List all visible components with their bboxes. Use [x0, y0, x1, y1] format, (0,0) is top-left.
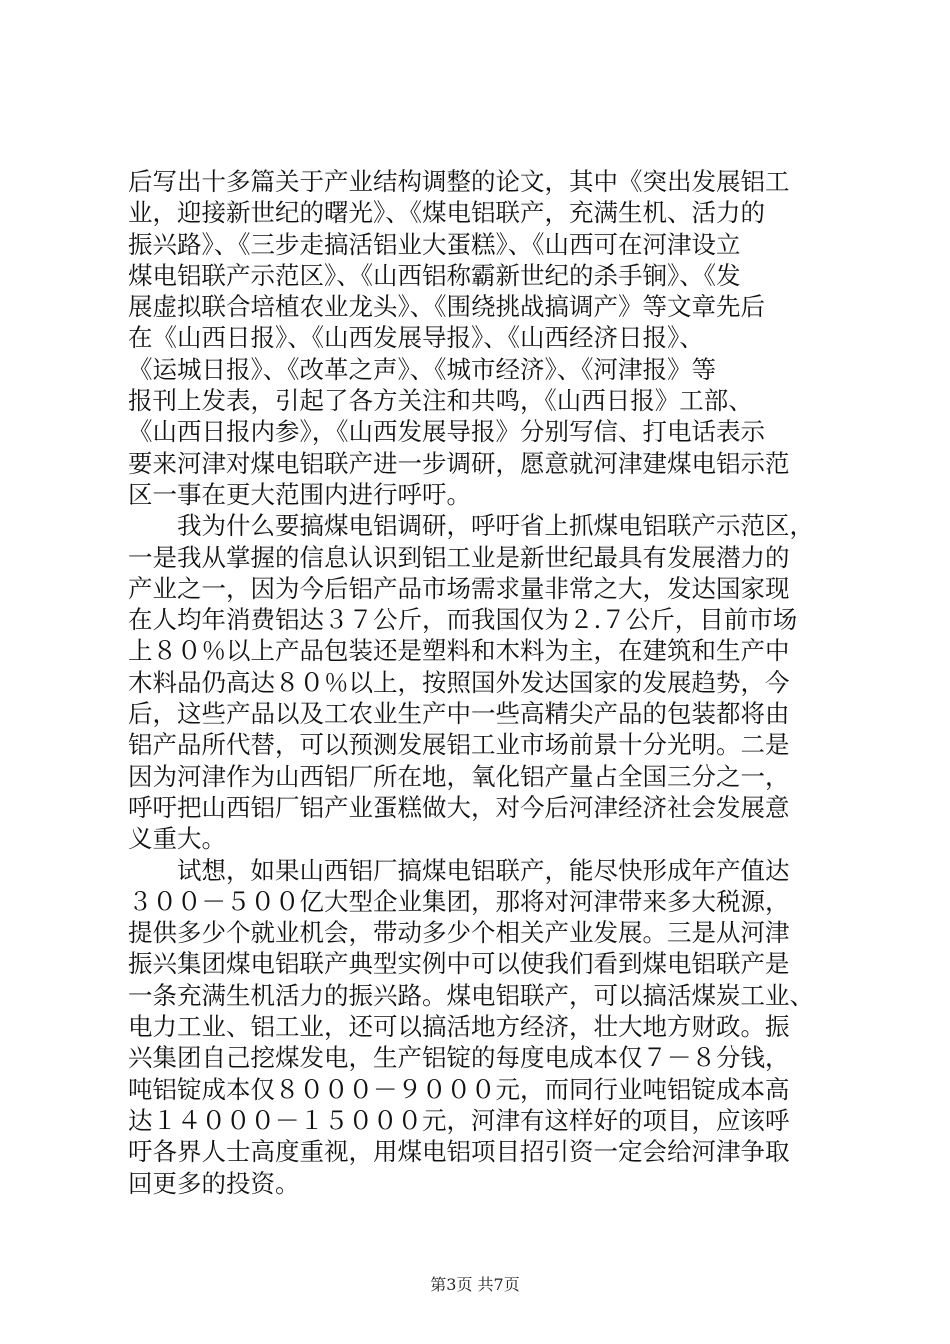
text-line: 报刊上发表，引起了各方关注和共鸣，《山西日报》工部、 — [128, 386, 753, 416]
text-line: 区一事在更大范围内进行呼吁。 — [128, 479, 471, 509]
text-line: 铝产品所代替，可以预测发展铝工业市场前景十分光明。二是 — [128, 730, 790, 760]
text-line: 振兴集团煤电铝联产典型实例中可以使我们看到煤电铝联产是 — [128, 949, 790, 979]
text-line: 后，这些产品以及工农业生产中一些高精尖产品的包装都将由 — [128, 699, 790, 729]
text-line: 一条充满生机活力的振兴路。煤电铝联产，可以搞活煤炭工业、 — [128, 980, 814, 1010]
text-line: 呼吁把山西铝厂铝产业蛋糕做大，对今后河津经济社会发展意 — [128, 792, 790, 822]
text-line: 在人均年消费铝达３７公斤，而我国仅为２.７公斤，目前市场 — [128, 605, 798, 635]
text-line: 煤电铝联产示范区》、《山西铝称霸新世纪的杀手锏》、《发 — [128, 260, 741, 290]
text-line: 《运城日报》、《改革之声》、《城市经济》、《河津报》等 — [128, 354, 716, 384]
text-line: 后写出十多篇关于产业结构调整的论文，其中《突出发展铝工 — [128, 167, 790, 196]
text-line: 《山西日报内参》，《山西发展导报》分别写信、打电话表示 — [128, 417, 765, 447]
text-line: 要来河津对煤电铝联产进一步调研，愿意就河津建煤电铝示范 — [128, 448, 790, 478]
text-line: 提供多少个就业机会，带动多少个相关产业发展。三是从河津 — [128, 918, 790, 948]
text-line: 展虚拟联合培植农业龙头》、《围绕挑战搞调产》等文章先后 — [128, 292, 765, 322]
text-line: ３００－５００亿大型企业集团，那将对河津带来多大税源， — [128, 886, 790, 916]
text-line: 产业之一，因为今后铝产品市场需求量非常之大，发达国家现 — [128, 573, 790, 603]
text-line: 试想，如果山西铝厂搞煤电铝联产，能尽快形成年产值达 — [128, 855, 790, 885]
text-line: 业，迎接新世纪的曙光》、《煤电铝联产，充满生机、活力的 — [128, 198, 765, 228]
text-line: 电力工业、铝工业，还可以搞活地方经济，壮大地方财政。振 — [128, 1012, 790, 1042]
text-line: 义重大。 — [128, 824, 226, 854]
text-line: 达１４０００－１５０００元，河津有这样好的项目，应该呼 — [128, 1105, 790, 1135]
text-line: 在《山西日报》、《山西发展导报》、《山西经济日报》、 — [128, 323, 704, 353]
page-footer: 第3页 共7页 — [430, 1275, 520, 1294]
text-line: 一是我从掌握的信息认识到铝工业是新世纪最具有发展潜力的 — [128, 542, 790, 572]
text-line: 吨铝锭成本仅８０００－９０００元，而同行业吨铝锭成本高 — [128, 1074, 790, 1104]
text-line: 吁各界人士高度重视，用煤电铝项目招引资一定会给河津争取 — [128, 1137, 790, 1167]
text-line: 因为河津作为山西铝厂所在地，氧化铝产量占全国三分之一， — [128, 761, 790, 791]
body-text — [128, 166, 838, 1199]
text-line: 回更多的投资。 — [128, 1168, 300, 1198]
text-line: 我为什么要搞煤电铝调研，呼吁省上抓煤电铝联产示范区， — [128, 511, 814, 541]
text-line: 振兴路》、《三步走搞活铝业大蛋糕》、《山西可在河津设立 — [128, 229, 741, 259]
text-line: 木料品仍高达８０％以上，按照国外发达国家的发展趋势，今 — [128, 667, 790, 697]
text-line: 上８０％以上产品包装还是塑料和木料为主，在建筑和生产中 — [128, 636, 790, 666]
text-line: 兴集团自己挖煤发电，生产铝锭的每度电成本仅７－８分钱， — [128, 1043, 790, 1073]
